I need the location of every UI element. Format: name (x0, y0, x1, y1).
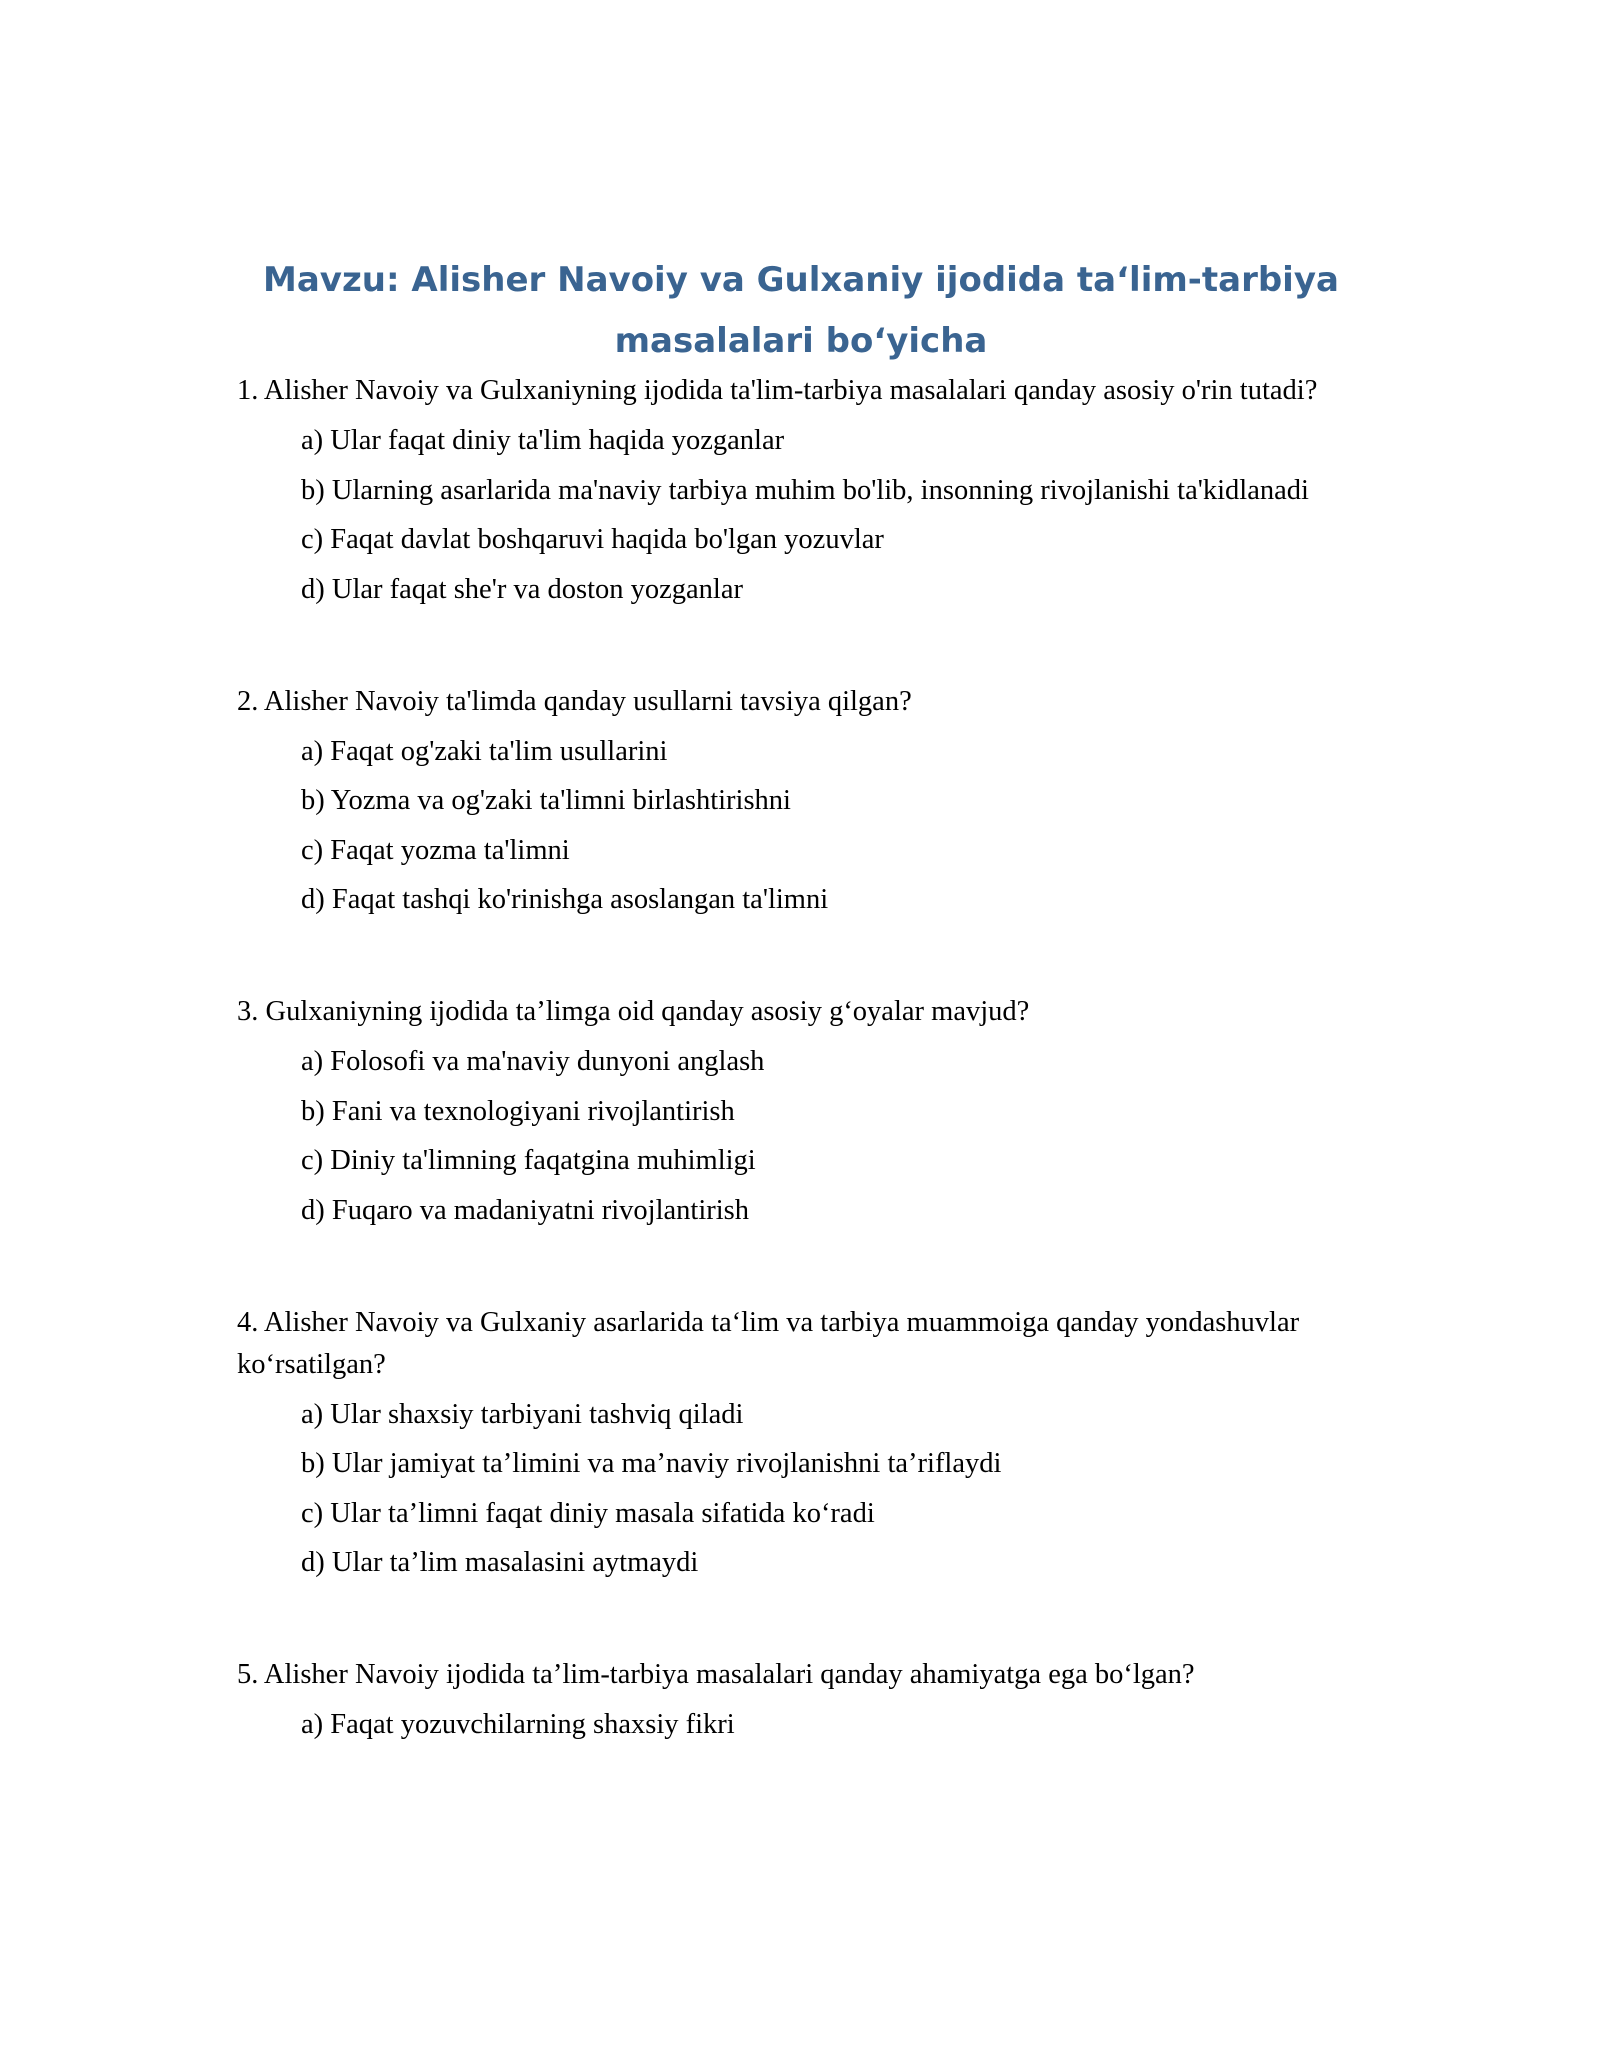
answer-options (237, 731, 1362, 922)
document-title: Mavzu: Alisher Navoiy va Gulxaniy ijodida ta‘lim-tarbiya masalalari bo‘yicha (263, 260, 1339, 361)
answer-option-c: c) Ular ta’limni faqat diniy masala sifatida ko‘radi (301, 1497, 875, 1529)
question-5 (237, 1654, 1362, 1746)
question-1 (237, 370, 1362, 611)
answer-option-c: c) Faqat davlat boshqaruvi haqida bo'lgan yozuvlar (301, 524, 884, 555)
answer-option-a: a) Ular faqat diniy ta'lim haqida yozganlar (301, 425, 785, 456)
answer-option-b: b) Ularning asarlarida ma'naviy tarbiya muhim bo'lib, insonning rivojlanishi ta'kidlanadi (301, 474, 1309, 506)
answer-option-c: c) Faqat yozma ta'limni (301, 834, 570, 866)
answer-options (237, 1394, 1362, 1585)
answer-option-a: a) Faqat yozuvchilarning shaxsiy fikri (301, 1709, 735, 1740)
question-list (237, 370, 1362, 1816)
answer-option-c: c) Diniy ta'limning faqatgina muhimligi (301, 1145, 756, 1176)
answer-option-b: b) Fani va texnologiyani rivojlantirish (301, 1095, 735, 1127)
answer-option-d: d) Ular ta’lim masalasini aytmaydi (301, 1547, 699, 1578)
question-2 (237, 681, 1362, 922)
question-text: 1. Alisher Navoiy va Gulxaniyning ijodida ta'lim-tarbiya masalalari qanday asosiy o'rin tutadi? (237, 375, 1318, 406)
question-4 (237, 1302, 1362, 1585)
answer-option-a: a) Ular shaxsiy tarbiyani tashviq qiladi (301, 1398, 744, 1430)
answer-option-b: b) Yozma va og'zaki ta'limni birlashtirishni (301, 785, 791, 816)
answer-option-d: d) Faqat tashqi ko'rinishga asoslangan ta'limni (301, 884, 829, 915)
question-3 (237, 991, 1362, 1232)
question-text: 2. Alisher Navoiy ta'limda qanday usullarni tavsiya qilgan? (237, 685, 912, 717)
answer-option-b: b) Ular jamiyat ta’limini va ma’naviy rivojlanishni ta’riflaydi (301, 1448, 1002, 1479)
answer-option-d: d) Ular faqat she'r va doston yozganlar (301, 573, 743, 605)
answer-option-a: a) Faqat og'zaki ta'lim usullarini (301, 735, 668, 767)
question-text: 4. Alisher Navoiy va Gulxaniy asarlarida ta‘lim va tarbiya muammoiga qanday yondashuvlar ko‘rsatilgan? (237, 1306, 1300, 1380)
answer-options (237, 420, 1362, 611)
answer-options (237, 1704, 1362, 1746)
answer-options (237, 1041, 1362, 1232)
question-text: 3. Gulxaniyning ijodida ta’limga oid qanday asosiy g‘oyalar mavjud? (237, 996, 1030, 1027)
question-text: 5. Alisher Navoiy ijodida ta’lim-tarbiya masalalari qanday ahamiyatga ega bo‘lgan? (237, 1659, 1195, 1690)
answer-option-a: a) Folosofi va ma'naviy dunyoni anglash (301, 1046, 765, 1077)
answer-option-d: d) Fuqaro va madaniyatni rivojlantirish (301, 1194, 749, 1226)
